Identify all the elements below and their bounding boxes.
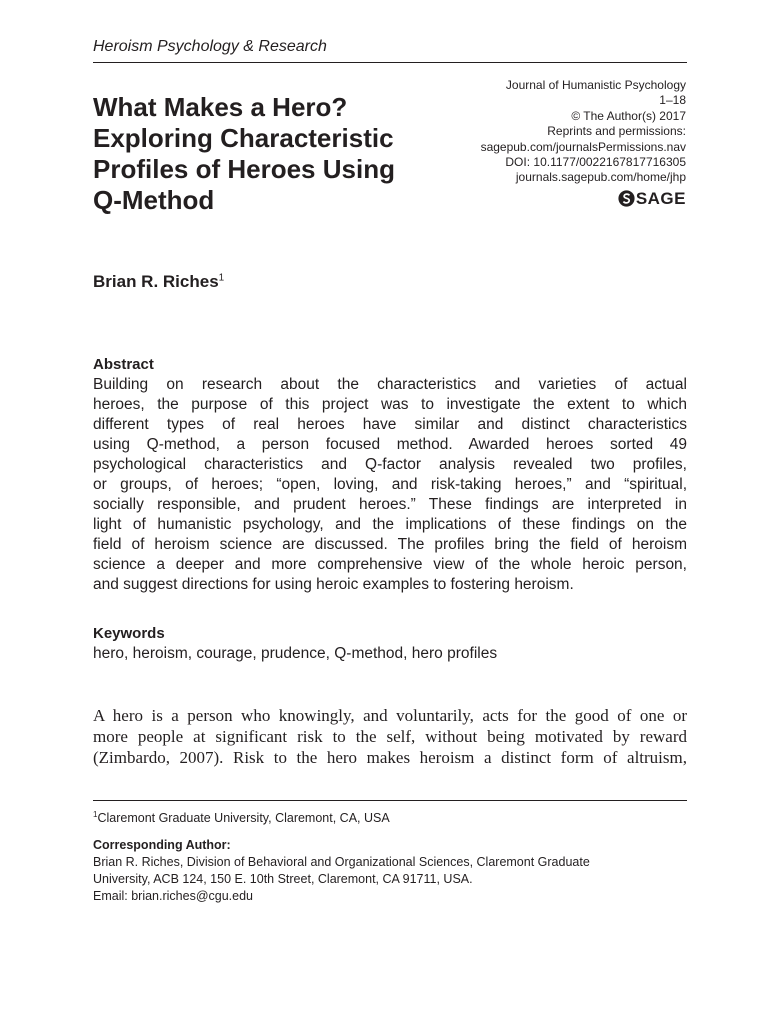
author-name [93, 272, 224, 292]
abstract-line: different types of real heroes have similar and distinct characteristics [93, 416, 687, 433]
sage-logo [618, 190, 686, 207]
corresponding-heading: Corresponding Author: [93, 838, 231, 852]
abstract-line: heroes, the purpose of this project was to investigate the extent to which [93, 396, 687, 413]
corresponding-line: University, ACB 124, 150 E. 10th Street, Claremont, CA 91711, USA. [93, 872, 473, 886]
abstract-line: psychological characteristics and Q-factor analysis revealed two profiles, [93, 456, 687, 473]
author-affiliation-mark: 1 [218, 272, 225, 284]
abstract-line: or groups, of heroes; “open, loving, and risk-taking heroes,” and “spiritual, [93, 476, 687, 493]
corresponding-author [93, 837, 687, 905]
abstract-line: light of humanistic psychology, and the implications of these findings on the [93, 516, 687, 533]
journal-url[interactable]: journals.sagepub.com/home/jhp [515, 170, 686, 185]
abstract-heading: Abstract [93, 356, 154, 373]
abstract-line: socially responsible, and prudent heroes.” These findings are interpreted in [93, 496, 687, 513]
affiliation-text: Claremont Graduate University, Claremont, CA, USA [97, 811, 390, 826]
abstract-line: field of heroism science are discussed. The profiles bring the field of heroism [93, 536, 687, 553]
title-line: Profiles of Heroes Using [93, 154, 395, 184]
abstract-line: science a deeper and more comprehensive view of the whole heroic person, [93, 556, 687, 573]
abstract-line: and suggest directions for using heroic examples to fostering heroism. [93, 576, 574, 593]
sage-logo-text: SAGE [635, 188, 686, 208]
body-line: (Zimbardo, 2007). Risk to the hero makes heroism a distinct form of altruism, [93, 748, 687, 767]
journal-meta [446, 78, 686, 211]
page-range: 1–18 [659, 93, 686, 108]
title-line: Exploring Characteristic [93, 123, 394, 153]
body-paragraph [93, 705, 687, 768]
doi-link[interactable]: DOI: 10.1177/0022167817716305 [505, 155, 686, 170]
reprints-label: Reprints and permissions: [547, 124, 686, 139]
footnote-divider [93, 800, 687, 801]
title-line: What Makes a Hero? [93, 92, 348, 122]
body-line: A hero is a person who knowingly, and voluntarily, acts for the good of one or [93, 706, 687, 725]
affiliation-mark: 1 [93, 810, 98, 819]
keywords-heading: Keywords [93, 625, 165, 642]
affiliation-footnote [93, 810, 390, 825]
author-name-text: Brian R. Riches [93, 272, 219, 291]
abstract-line: using Q-method, a person focused method. Awarded heroes sorted 49 [93, 436, 687, 453]
keywords-text: hero, heroism, courage, prudence, Q-method, hero profiles [93, 645, 498, 662]
journal-name: Journal of Humanistic Psychology [505, 78, 686, 92]
corresponding-line: Brian R. Riches, Division of Behavioral and Organizational Sciences, Claremont Graduate [93, 855, 590, 869]
sage-s-icon [618, 190, 635, 207]
reprints-link[interactable]: sagepub.com/journalsPermissions.nav [480, 139, 686, 154]
corresponding-email[interactable]: Email: brian.riches@cgu.edu [93, 889, 253, 903]
abstract-line: Building on research about the characteristics and varieties of actual [93, 376, 687, 393]
title-line: Q-Method [93, 185, 215, 215]
copyright: © The Author(s) 2017 [571, 108, 686, 123]
abstract-text [93, 375, 687, 595]
article-title [93, 92, 473, 216]
section-header: Heroism Psychology & Research [93, 38, 687, 63]
body-line: more people at significant risk to the self, without being motivated by reward [93, 727, 687, 746]
